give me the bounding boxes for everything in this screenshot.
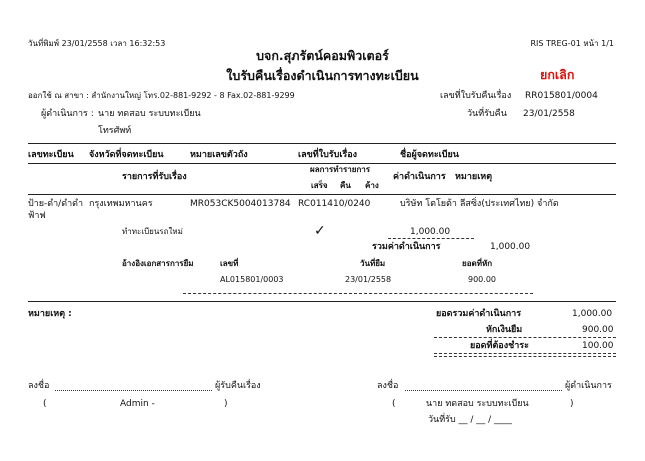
reference-rule <box>183 293 533 294</box>
receipt-date: 23/01/2558 <box>523 109 575 119</box>
remarks-label: หมายเหตุ : <box>28 309 72 319</box>
row-registration-line2: ฟ้าฟ <box>28 211 46 221</box>
row-chassis: MR053CK5004013784 <box>190 199 291 209</box>
reference-label: อ้างอิงเอกสารการยืม <box>122 259 194 268</box>
operator-sign-line <box>405 390 562 391</box>
reference-amount: 900.00 <box>468 275 496 284</box>
deduct-value: 900.00 <box>582 325 614 335</box>
reference-number: AL015801/0003 <box>220 275 284 284</box>
receiver-sign-line <box>55 390 212 391</box>
receipt-number-label: เลขที่ใบรับคืนเรื่อง <box>440 91 512 101</box>
col-remark: หมายเหตุ <box>455 172 493 182</box>
totals-top-rule <box>28 301 616 302</box>
col-returned: คืน <box>340 181 351 190</box>
receiver-role: ผู้รับคืนเรื่อง <box>215 381 261 391</box>
report-code: RIS TREG-01 หน้า 1/1 <box>530 39 614 48</box>
col-pending: ค้าง <box>365 181 379 190</box>
done-check-icon: ✓ <box>314 223 326 239</box>
col-receipt-no: เลขที่ใบรับเรื่อง <box>298 150 358 160</box>
reference-date: 23/01/2558 <box>345 275 392 284</box>
receiver-sign-label: ลงชื่อ <box>28 381 50 391</box>
col-fee: ค่าดำเนินการ <box>393 172 446 182</box>
operator-sign-name: นาย ทดสอบ ระบบทะเบียน <box>426 399 529 409</box>
operator-label: ผู้ดำเนินการ : <box>41 109 94 119</box>
operator-open-paren: ( <box>392 399 396 409</box>
row-item: ทำทะเบียนรถใหม่ <box>122 227 183 236</box>
col-owner: ชื่อผู้จดทะเบียน <box>400 150 459 160</box>
row-registration: ป้าย-ดำ/ดำดำ <box>28 199 84 209</box>
phone-label: โทรศัพท์ <box>98 126 132 136</box>
due-underline-2 <box>434 356 616 357</box>
receipt-number: RR015801/0004 <box>525 91 598 101</box>
cancelled-status: ยกเลิก <box>540 67 575 82</box>
printed-at: วันที่พิมพ์ 23/01/2558 เวลา 16:32:53 <box>28 39 166 48</box>
reference-amount-label: ยอดที่หัก <box>462 259 493 268</box>
due-underline-1 <box>434 353 616 354</box>
row-receipt-no: RC011410/0240 <box>298 199 371 209</box>
branch-info: ออกใช้ ณ สาขา : สำนักงานใหญ่ โทร.02-881-9292 - 8 Fax.02-881-9299 <box>28 91 295 100</box>
col-result: ผลการทำรายการ <box>310 165 371 174</box>
receiver-open-paren: ( <box>43 399 47 409</box>
header-rule-2 <box>28 194 616 195</box>
col-registration: เลขทะเบียน <box>28 150 74 160</box>
row-province: กรุงเทพมหานคร <box>89 199 153 209</box>
operator-role: ผู้ดำเนินการ <box>565 381 612 391</box>
header-rule-1 <box>28 163 616 164</box>
fee-underline <box>388 238 474 239</box>
col-item: รายการที่รับเรื่อง <box>122 172 187 182</box>
col-province: จังหวัดที่จดทะเบียน <box>89 150 164 160</box>
operator-sign-label: ลงชื่อ <box>377 381 399 391</box>
subtotal-value: 1,000.00 <box>490 242 531 252</box>
total-value: 1,000.00 <box>572 309 613 319</box>
deduct-underline <box>434 337 616 338</box>
reference-number-label: เลขที่ <box>220 259 239 268</box>
due-value: 100.00 <box>582 341 614 351</box>
subtotal-label: รวมค่าดำเนินการ <box>372 242 441 252</box>
col-chassis: หมายเลขตัวถัง <box>190 150 248 160</box>
total-label: ยอดรวมค่าดำเนินการ <box>436 309 522 319</box>
operator-close-paren: ) <box>570 399 574 409</box>
operator-name: นาย ทดสอบ ระบบทะเบียน <box>98 109 201 119</box>
company-name: บจก.สุภรัตน์คอมพิวเตอร์ <box>256 48 389 63</box>
document-title: ใบรับคืนเรื่องดำเนินการทางทะเบียน <box>226 68 419 83</box>
col-done: เสร็จ <box>311 181 328 190</box>
received-date: วันที่รับ __ / __ / ____ <box>428 415 513 425</box>
row-fee: 1,000.00 <box>410 227 451 237</box>
row-owner: บริษัท โตโยต้า ลีสซิ่ง(ประเทศไทย) จำกัด <box>400 199 559 209</box>
due-label: ยอดที่ต้องชำระ <box>470 341 529 351</box>
reference-date-label: วันที่ยืม <box>360 259 386 268</box>
deduct-label: หักเงินยืม <box>486 325 523 335</box>
receiver-close-paren: ) <box>224 399 228 409</box>
receipt-date-label: วันที่รับคืน <box>467 109 507 119</box>
table-top-rule <box>28 143 616 144</box>
receiver-name: Admin - <box>120 399 155 409</box>
